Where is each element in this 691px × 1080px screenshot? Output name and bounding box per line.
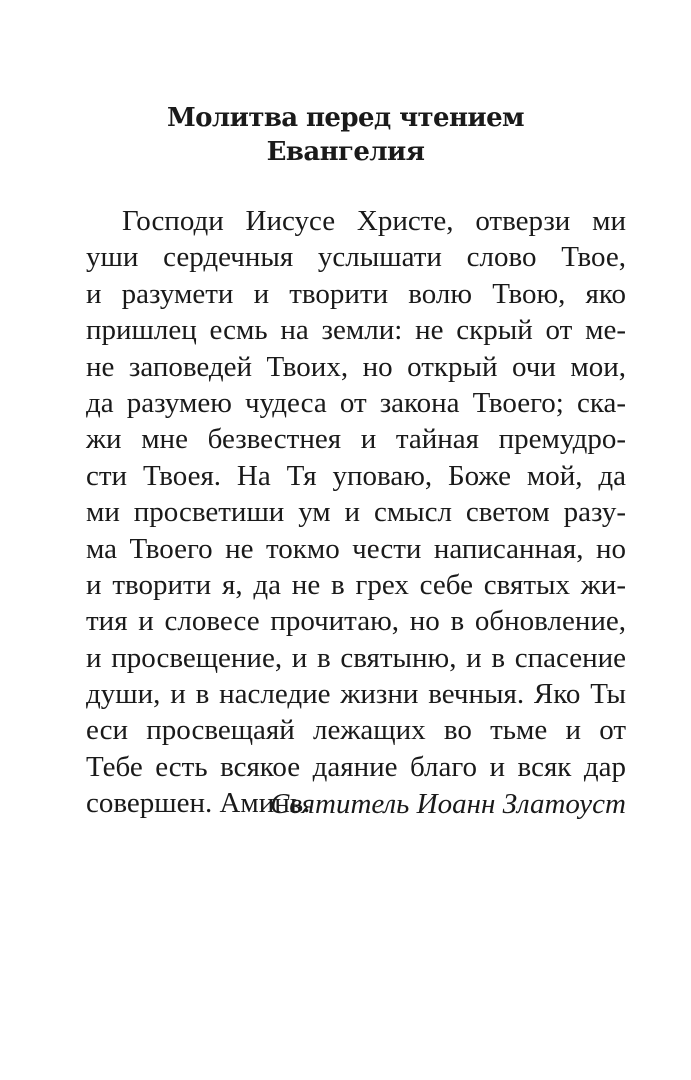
text-line: еси просвещаяй лежащих во тьме и от bbox=[86, 714, 626, 747]
text-line: Тебе есть всякое даяние благо и всяк дар bbox=[86, 750, 626, 783]
text-line: души, и в наследие жизни вечныя. Яко Ты bbox=[86, 678, 626, 711]
title-line: Евангелия bbox=[266, 137, 425, 167]
title-line: Молитва перед чтением bbox=[166, 103, 524, 133]
text-line: совершен. Аминь. bbox=[86, 787, 311, 820]
text-line: ма Твоего не токмо чести написанная, но bbox=[86, 532, 626, 565]
prayer-title bbox=[0, 101, 691, 169]
text-line: жи мне безвестнея и тайная премудро- bbox=[86, 423, 626, 456]
text-line: да разумею чудеса от закона Твоего; ска- bbox=[86, 386, 626, 419]
text-line: ми просветиши ум и смысл светом разу- bbox=[86, 496, 626, 529]
text-line: тия и словесе прочитаю, но в обновление, bbox=[86, 605, 626, 638]
text-line: не заповедей Твоих, но открый очи мои, bbox=[86, 350, 626, 383]
text-line: и творити я, да не в грех себе святых жи- bbox=[86, 568, 626, 601]
text-line: и разумети и творити волю Твою, яко bbox=[86, 277, 626, 310]
author-attribution: Святитель Иоанн Златоуст bbox=[269, 788, 626, 820]
text-line: уши сердечныя услышати слово Твое, bbox=[86, 241, 626, 274]
text-line: и просвещение, и в святыню, и в спасение bbox=[86, 641, 626, 674]
text-line: пришлец есмь на земли: не скрый от ме- bbox=[86, 314, 626, 347]
text-line: Господи Иисусе Христе, отверзи ми bbox=[122, 205, 626, 237]
text-line: сти Твоея. На Тя уповаю, Боже мой, да bbox=[86, 459, 626, 492]
prayer-text bbox=[86, 203, 626, 822]
